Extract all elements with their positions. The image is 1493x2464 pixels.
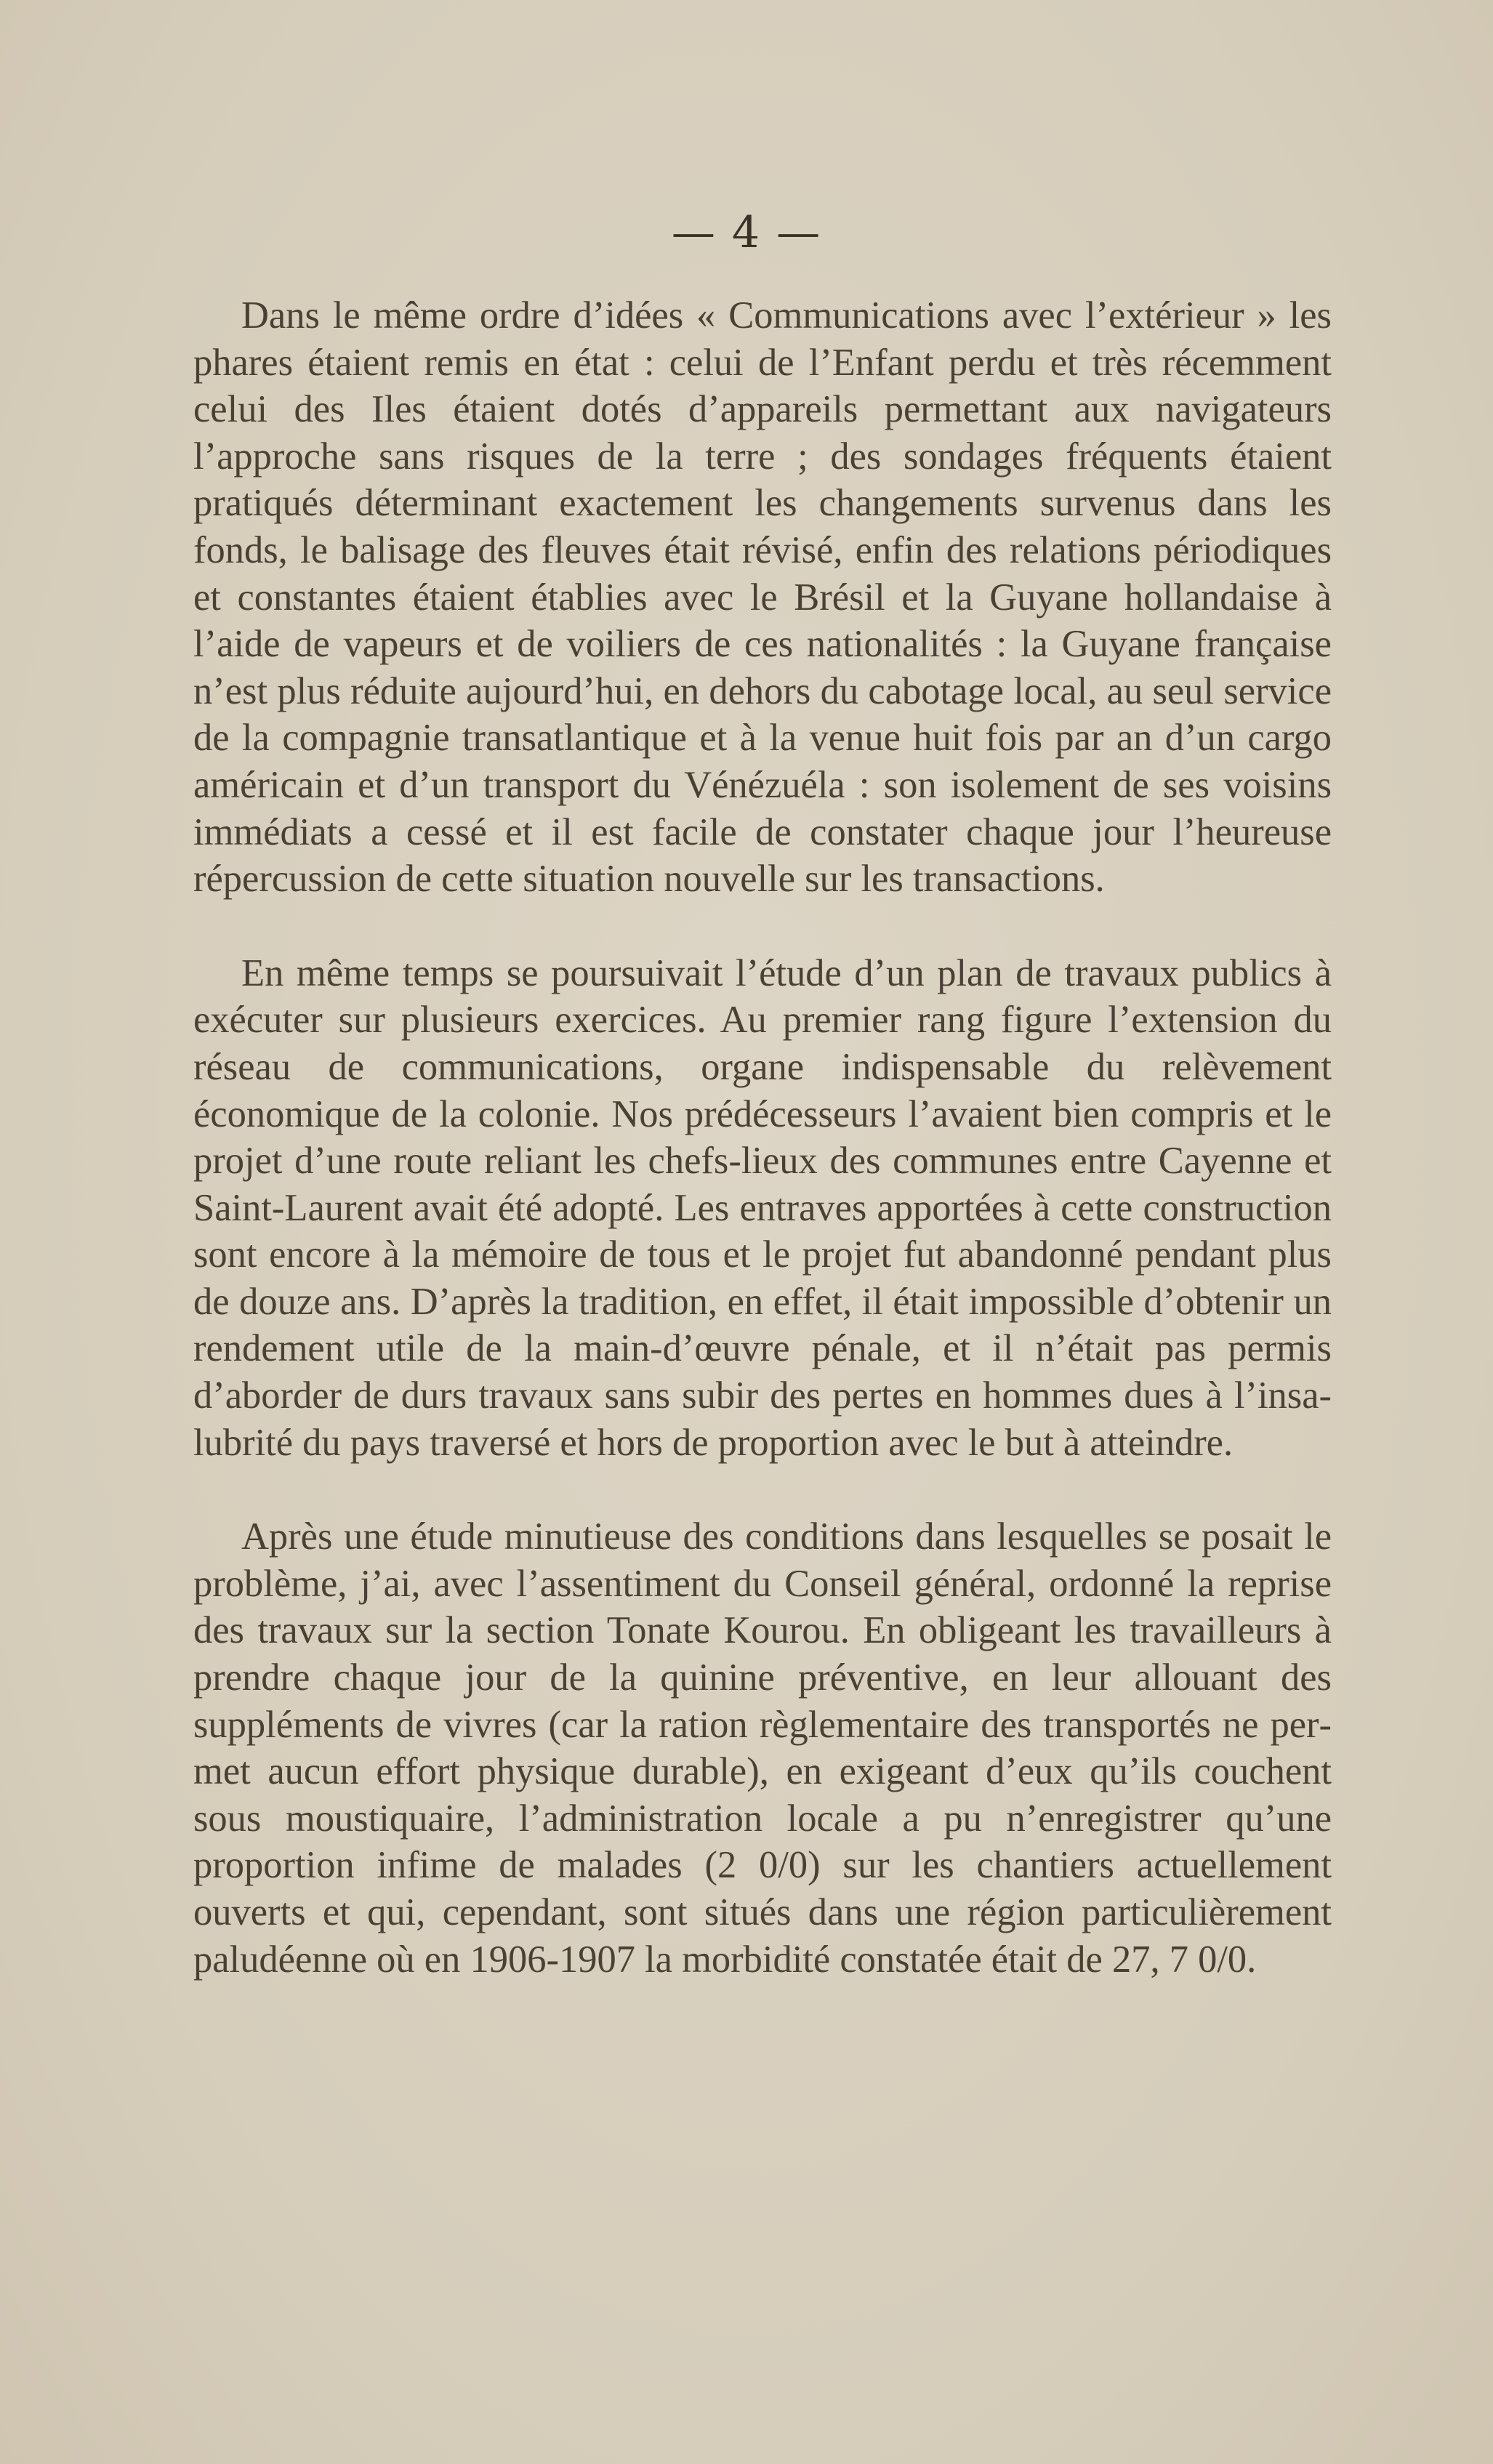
- paragraph-public-works: En même temps se poursuivait l’étude d’un plan de travaux publics à exécuter sur plusieurs exercices. Au premier rang figure l’extension du réseau de communications, organe indispensable du relèvement économique de la colonie. Nos prédécesseurs l’avaient bien compris et le projet d’une route reliant les chefs-lieux des communes entre Cayenne et Saint-Laurent avait été adopté. Les entraves apportées à cette construction sont encore à la mémoire de tous et le projet fut abandonné pendant plus de douze ans. D’après la tradition, en effet, il était impossible d’obtenir un rendement utile de la main-d’œuvre pénale, et il n’était pas permis d’aborder de durs travaux sans subir des pertes en hommes dues à l’insalubrité du pays traversé et hors de proportion avec le but à atteindre.: [193, 951, 1332, 1464]
- paragraph-tonate-kourou: Après une étude minutieuse des conditions dans lesquelles se posait le problème, j’ai, avec l’assentiment du Conseil général, ordonné la reprise des travaux sur la section Tonate Kourou. En obligeant les travailleurs à prendre chaque jour de la quinine préventive, en leur allouant des suppléments de vivres (car la ration règlementaire des transportés ne permet aucun effort physique durable), en exigeant d’eux qu’ils couchent sous moustiquaire, l’administration locale a pu n’enregistrer qu’une proportion infime de malades (2 0/0) sur les chantiers actuellement ouverts et qui, cependant, sont situés dans une région particulièrement paludéenne où en 1906-1907 la morbidité constatée était de 27, 7 0/0.: [193, 1515, 1332, 1981]
- body-text: [193, 292, 1332, 1983]
- page-number: — 4 —: [671, 207, 822, 258]
- paragraph-communications: Dans le même ordre d’idées « Communications avec l’extérieur » les phares étaient remis en état : celui de l’Enfant perdu et très récemment celui des Iles étaient dotés d’appareils permettant aux navigateurs l’approche sans risques de la terre ; des sondages fréquents étaient pratiqués déterminant exactement les changements survenus dans les fonds, le balisage des fleuves était révisé, enfin des relations périodiques et constantes étaient établies avec le Brésil et la Guyane hollandaise à l’aide de vapeurs et de voiliers de ces nationalités : la Guyane française n’est plus réduite aujourd’hui, en dehors du cabotage local, au seul service de la compagnie transatlantique et à la venue huit fois par an d’un cargo américain et d’un transport du Vénézuéla : son isolement de ses voisins immédiats a cessé et il est facile de constater chaque jour l’heureuse répercussion de cette situation nouvelle sur les transactions.: [193, 294, 1332, 901]
